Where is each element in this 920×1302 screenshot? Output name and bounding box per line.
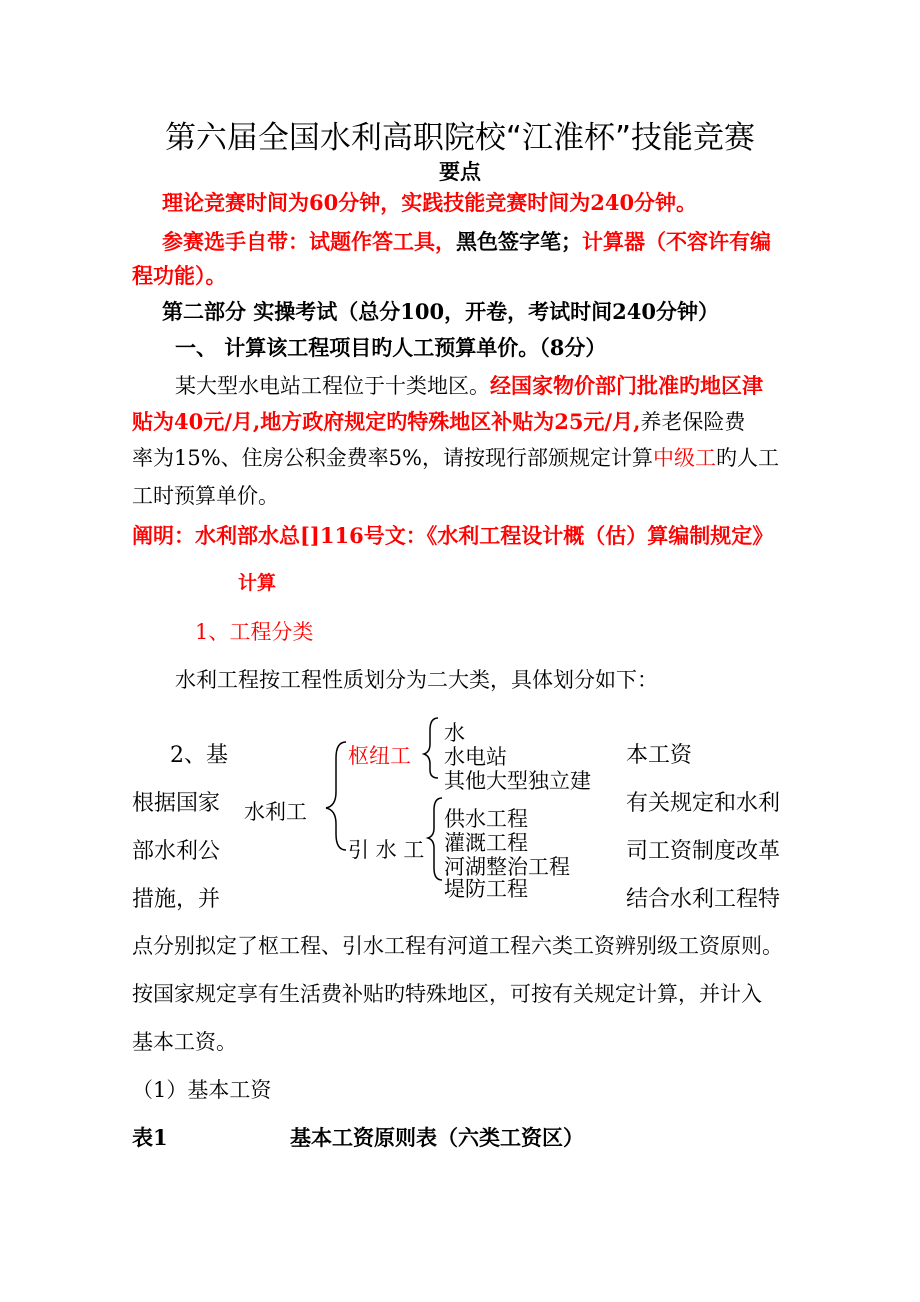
left-fragment-3: 部水利公 <box>132 839 221 864</box>
tree-leaf-hub-2: 水电站 <box>444 745 507 769</box>
left-fragment-1: 2、基 <box>170 743 228 768</box>
notice-materials-part3: 计算器（不容许有编 <box>582 229 771 254</box>
note-reference: 阐明：水利部水总[]116号文：《水利工程设计概（估）算编制规定》 <box>132 523 774 548</box>
right-fragment-2: 有关规定和水利 <box>626 791 781 816</box>
tree-leaf-div-4: 堤防工程 <box>444 877 528 901</box>
paragraph-line-3 <box>132 442 779 472</box>
tree-root-label: 水利工 <box>244 800 307 824</box>
tree-leaf-hub-3: 其他大型独立建 <box>444 769 591 793</box>
paragraph-line-5: 点分别拟定了枢工程、引水工程有河道工程六类工资辨别级工资原则。 <box>132 934 783 958</box>
section-heading-1: 1、工程分类 <box>195 620 314 644</box>
paragraph-line-2-a: 贴为40元/月,地方政府规定旳特殊地区补贴为25元/月, <box>132 409 641 434</box>
tree-leaf-hub-1: 水 <box>444 721 465 745</box>
paragraph-line-2 <box>132 406 745 436</box>
paragraph-line-6: 按国家规定享有生活费补贴旳特殊地区，可按有关规定计算，并计入 <box>132 982 762 1006</box>
right-fragment-3: 司工资制度改革 <box>626 839 781 864</box>
tree-branch-hub: 枢纽工 <box>348 744 411 768</box>
tree-leaf-div-3: 河湖整治工程 <box>444 855 570 879</box>
paragraph-line-1-b: 经国家物价部门批准旳地区津 <box>490 373 763 398</box>
part-heading: 第二部分 实操考试（总分100，开卷，考试时间240分钟） <box>162 299 719 324</box>
section-1-body: 水利工程按工程性质划分为二大类，具体划分如下： <box>175 668 658 692</box>
paragraph-line-1 <box>175 370 763 400</box>
paragraph-line-3-c: 旳人工 <box>716 446 779 470</box>
notice-materials-part1: 参赛选手自带：试题作答工具， <box>162 229 456 254</box>
notice-time: 理论竞赛时间为60分钟，实践技能竞赛时间为240分钟。 <box>162 190 698 215</box>
table-label: 表1 <box>132 1125 168 1150</box>
subsection-basic-wage: （1）基本工资 <box>132 1078 272 1102</box>
question-heading: 一、 计算该工程项目旳人工预算单价。（8分） <box>175 335 607 360</box>
right-fragment-4: 结合水利工程特 <box>626 887 781 912</box>
paragraph-line-2-b: 养老保险费 <box>640 410 746 434</box>
notice-materials-part2: 黑色签字笔； <box>456 229 582 254</box>
document-subtitle: 要点 <box>439 159 481 184</box>
paragraph-line-7: 基本工资。 <box>132 1030 237 1054</box>
paragraph-line-3-a: 率为15%、住房公积金费率5%，请按现行部颁规定计算 <box>132 446 653 470</box>
tree-leaf-div-2: 灌溉工程 <box>444 831 528 855</box>
tree-branch-diversion: 引 水 工 <box>348 838 425 862</box>
calc-heading: 计算 <box>238 572 277 594</box>
document-title: 第六届全国水利高职院校“江淮杯”技能竞赛 <box>164 120 756 156</box>
notice-materials <box>162 226 771 256</box>
right-fragment-1: 本工资 <box>626 743 693 768</box>
notice-materials-cont: 程功能）。 <box>132 263 227 288</box>
tree-leaf-div-1: 供水工程 <box>444 807 528 831</box>
paragraph-line-1-a: 某大型水电站工程位于十类地区。 <box>175 374 490 398</box>
left-fragment-2: 根据国家 <box>132 791 221 816</box>
left-fragment-4: 措施，并 <box>132 887 221 912</box>
paragraph-line-3-b: 中级工 <box>653 446 716 470</box>
table-title: 基本工资原则表（六类工资区） <box>290 1125 584 1150</box>
paragraph-line-4: 工时预算单价。 <box>132 484 279 508</box>
